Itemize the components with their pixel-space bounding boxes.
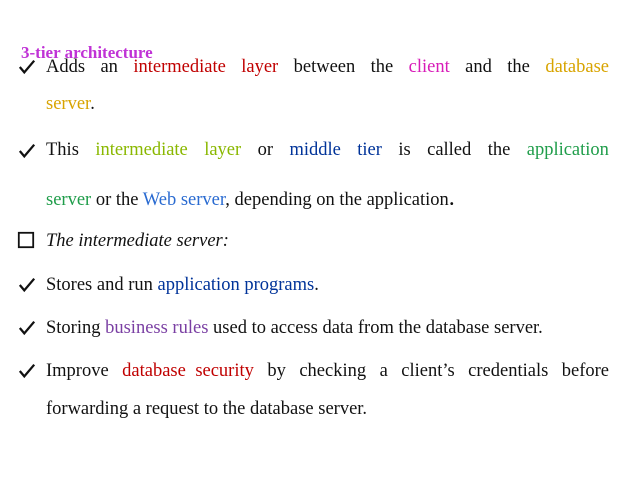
word: checking [299, 361, 367, 381]
word: . [90, 94, 95, 114]
word: the [487, 140, 511, 160]
bullet-1-line-2 [46, 93, 95, 115]
word-highlight: intermediate [95, 140, 188, 160]
bullet-2-line-1 [46, 139, 609, 161]
word-highlight: security [195, 361, 254, 381]
word-highlight: layer [241, 57, 279, 77]
word: or [257, 140, 274, 160]
checkmark-icon [18, 142, 38, 162]
text: Storing [46, 318, 106, 338]
text: Stores and run [46, 275, 158, 295]
bullet-3-line-1 [46, 274, 319, 296]
word: a [379, 361, 388, 381]
word: an [100, 57, 118, 77]
bullet-5-line-2: forwarding a request to the database server. [46, 399, 368, 419]
word: between [293, 57, 356, 77]
word-highlight: business rules [105, 318, 209, 338]
checkmark-icon [18, 362, 38, 382]
word-highlight: database [122, 361, 186, 381]
text: or the [91, 190, 143, 210]
word: and [465, 57, 492, 77]
word: client’s [401, 361, 455, 381]
word: is [398, 140, 411, 160]
word-highlight: Web server [142, 190, 226, 210]
word: by [267, 361, 286, 381]
bullet-5-line-1 [46, 360, 609, 382]
word: before [561, 361, 609, 381]
word: credentials [468, 361, 549, 381]
word-highlight: tier [357, 140, 382, 160]
word: Adds [46, 57, 86, 77]
bullet-2-line-2 [46, 187, 455, 211]
word: the [507, 57, 530, 77]
bullet-4-line-1 [46, 317, 543, 339]
checkmark-icon [18, 276, 38, 296]
subheading: The intermediate server: [46, 231, 229, 251]
word: called [427, 140, 472, 160]
square-bullet-icon [17, 231, 37, 251]
word-highlight: middle [289, 140, 341, 160]
word-highlight: application programs [157, 275, 315, 295]
word-highlight: database [545, 57, 609, 77]
word: the [370, 57, 394, 77]
word-highlight: layer [204, 140, 242, 160]
word-highlight: server [46, 190, 92, 210]
word-highlight: application [526, 140, 609, 160]
checkmark-icon [18, 319, 38, 339]
word-highlight: server [46, 94, 91, 114]
text: . [314, 275, 319, 295]
slide-title: 3-tier architecture [21, 43, 153, 62]
text: , depending on the application [225, 190, 449, 210]
text: . [448, 185, 455, 211]
word: Improve [46, 361, 109, 381]
word: This [46, 140, 79, 160]
text: used to access data from the database server. [208, 318, 543, 338]
word-highlight: client [408, 57, 450, 77]
word-highlight: intermediate [133, 57, 226, 77]
